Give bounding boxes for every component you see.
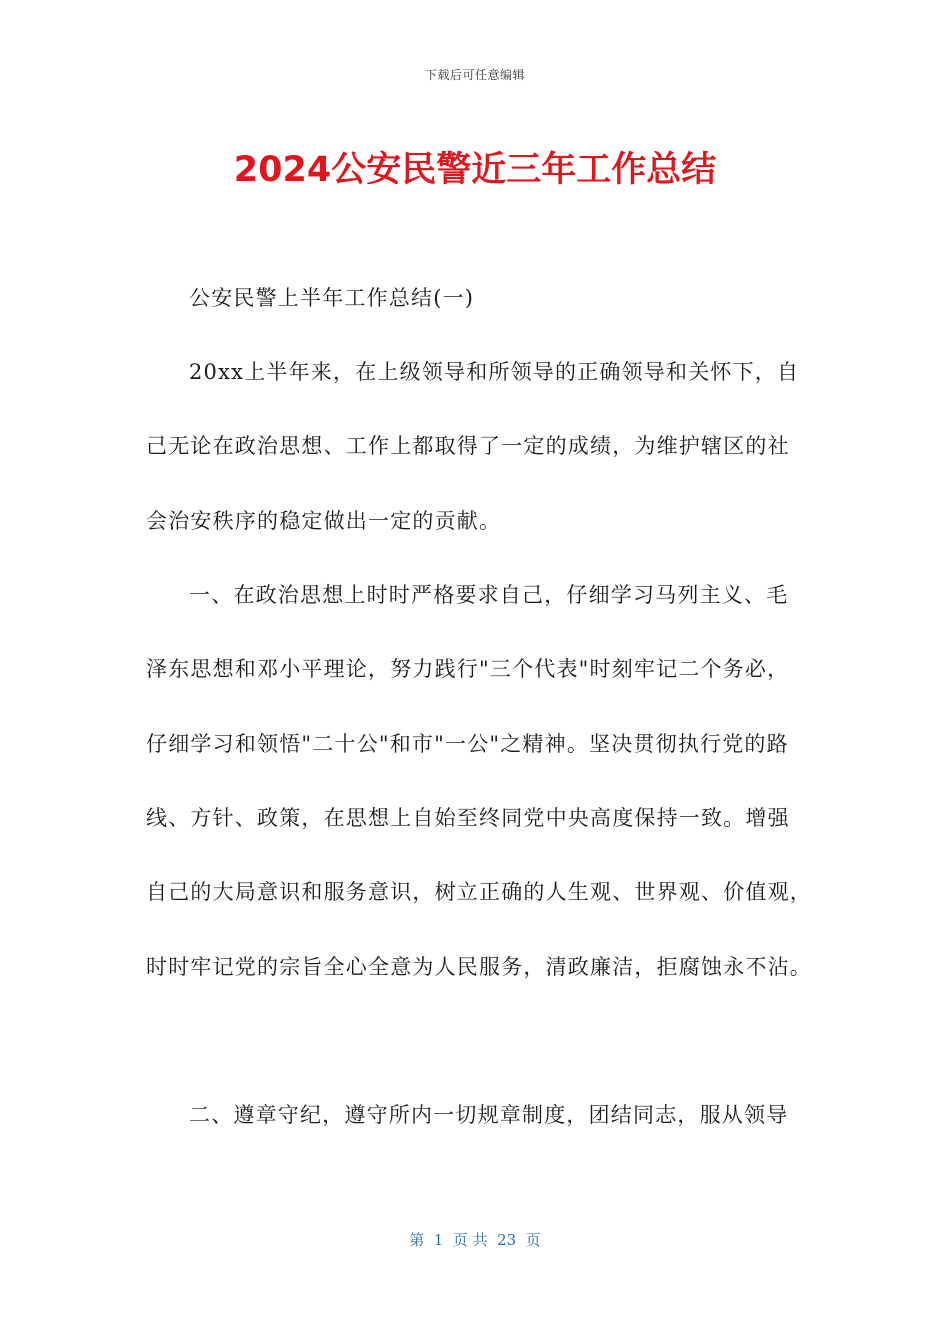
paragraph-line: 自己的大局意识和服务意识，树立正确的人生观、世界观、价值观， (146, 880, 812, 904)
paragraph-line: 泽东思想和邓小平理论，努力践行"三个代表"时刻牢记二个务必， (146, 657, 790, 681)
page-footer: 第 1 页 共 23 页 (409, 1231, 541, 1249)
header-note: 下载后可任意编辑 (424, 68, 525, 82)
document-title: 2024公安民警近三年工作总结 (233, 150, 717, 190)
paragraph-line: 时时牢记党的宗旨全心全意为人民服务，清政廉洁，拒腐蚀永不沾。 (146, 955, 812, 979)
paragraph-line: 线、方针、政策，在思想上自始至终同党中央高度保持一致。增强 (146, 806, 790, 830)
section-heading: 公安民警上半年工作总结(一) (189, 286, 475, 310)
paragraph-line: 二、遵章守纪，遵守所内一切规章制度，团结同志，服从领导 (189, 1103, 789, 1127)
paragraph-line: 20xx上半年来，在上级领导和所领导的正确领导和关怀下，自 (189, 360, 800, 384)
paragraph-line: 会治安秩序的稳定做出一定的贡献。 (146, 509, 502, 533)
paragraph-line: 仔细学习和领悟"二十公"和市"一公"之精神。坚决贯彻执行党的路 (146, 732, 789, 756)
paragraph-line: 己无论在政治思想、工作上都取得了一定的成绩，为维护辖区的社 (146, 434, 790, 458)
paragraph-line: 一、在政治思想上时时严格要求自己，仔细学习马列主义、毛 (189, 583, 789, 607)
